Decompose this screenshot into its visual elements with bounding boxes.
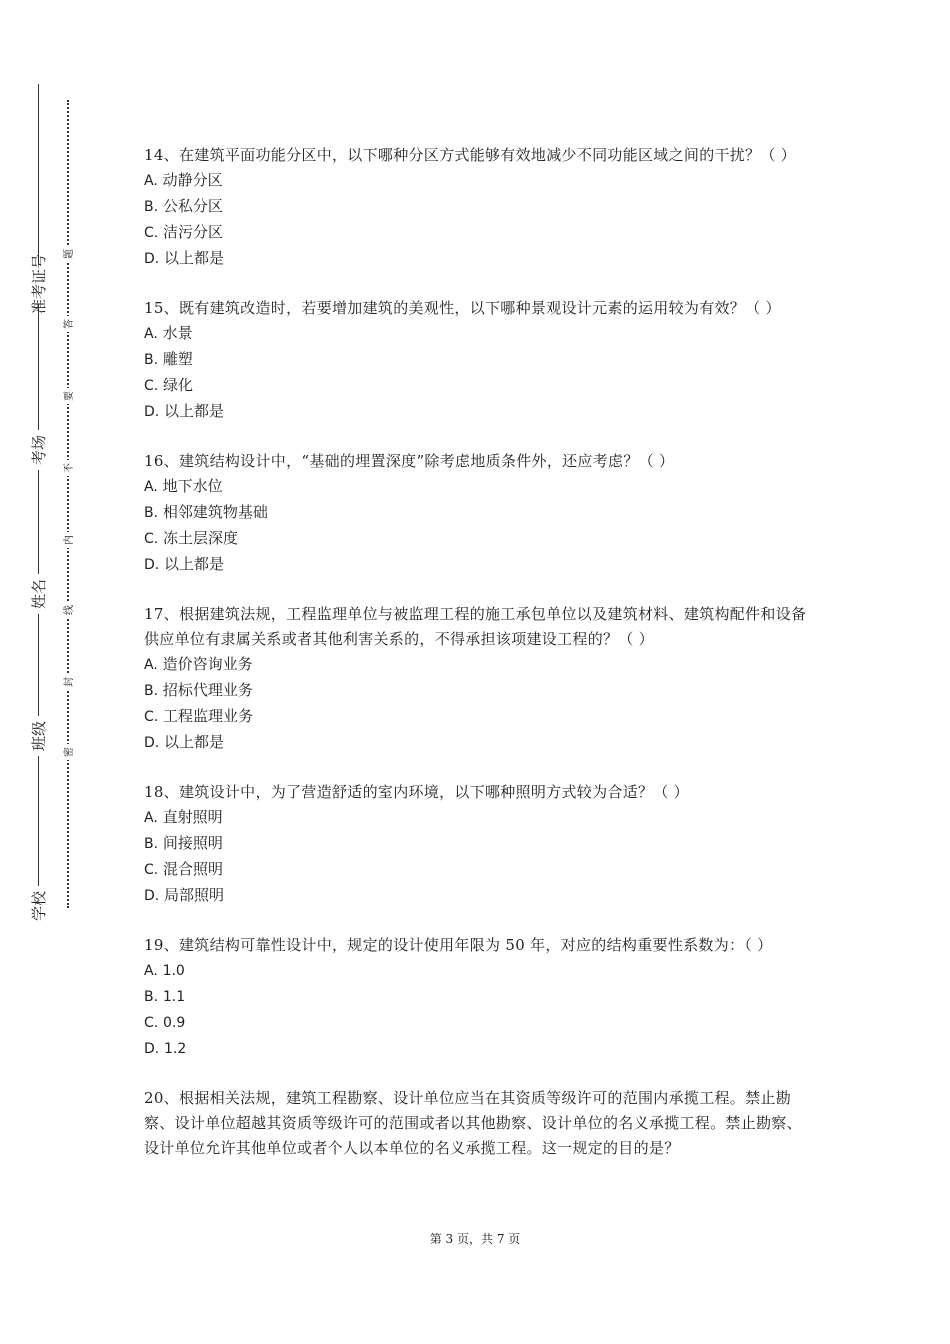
option-letter: C. bbox=[144, 709, 159, 725]
question-18 bbox=[144, 780, 814, 909]
option-text: 冻土层深度 bbox=[163, 529, 239, 547]
option-a[interactable] bbox=[144, 652, 814, 678]
option-letter: C. bbox=[144, 531, 159, 547]
option-text: 造价咨询业务 bbox=[162, 655, 253, 673]
option-letter: A. bbox=[144, 326, 158, 342]
option-text: 以上都是 bbox=[164, 733, 225, 751]
seal-char-bu: 不 bbox=[59, 460, 75, 476]
seal-char-ti: 题 bbox=[59, 246, 75, 262]
option-text: 1.1 bbox=[162, 989, 186, 1005]
option-letter: C. bbox=[144, 378, 159, 394]
option-b[interactable] bbox=[144, 678, 814, 704]
option-letter: A. bbox=[144, 657, 158, 673]
option-d[interactable] bbox=[144, 552, 814, 578]
question-text: 16、建筑结构设计中，“基础的埋置深度”除考虑地质条件外，还应考虑？（ ） bbox=[144, 452, 675, 470]
option-a[interactable] bbox=[144, 474, 814, 500]
option-d[interactable] bbox=[144, 1036, 814, 1062]
option-letter: B. bbox=[144, 352, 159, 368]
class-label: 班级 bbox=[18, 716, 58, 756]
option-text: 1.2 bbox=[164, 1041, 187, 1057]
option-text: 0.9 bbox=[163, 1015, 186, 1031]
option-text: 地下水位 bbox=[162, 477, 223, 495]
option-letter: B. bbox=[144, 199, 159, 215]
option-letter: C. bbox=[144, 862, 159, 878]
option-text: 以上都是 bbox=[164, 402, 225, 420]
option-b[interactable] bbox=[144, 984, 814, 1010]
option-letter: B. bbox=[144, 505, 159, 521]
option-d[interactable] bbox=[144, 730, 814, 756]
option-letter: A. bbox=[144, 963, 158, 979]
option-letter: D. bbox=[144, 1041, 160, 1057]
option-c[interactable] bbox=[144, 704, 814, 730]
school-label: 学校 bbox=[18, 886, 58, 926]
option-letter: D. bbox=[144, 251, 160, 267]
option-text: 雕塑 bbox=[162, 350, 193, 368]
question-text: 15、既有建筑改造时，若要增加建筑的美观性，以下哪种景观设计元素的运用较为有效？（ ） bbox=[144, 299, 781, 317]
option-text: 动静分区 bbox=[162, 171, 223, 189]
option-letter: D. bbox=[144, 557, 160, 573]
question-text: 14、在建筑平面功能分区中，以下哪种分区方式能够有效地减少不同功能区域之间的干扰？（ ） bbox=[144, 146, 797, 164]
question-20 bbox=[144, 1086, 814, 1161]
question-list bbox=[144, 143, 814, 1185]
exam-number-label: 准考证号 bbox=[18, 264, 58, 304]
option-letter: A. bbox=[144, 479, 158, 495]
question-17 bbox=[144, 602, 814, 756]
option-d[interactable] bbox=[144, 399, 814, 425]
option-a[interactable] bbox=[144, 805, 814, 831]
option-text: 洁污分区 bbox=[163, 223, 224, 241]
option-text: 混合照明 bbox=[163, 860, 224, 878]
exam-room-label: 考场 bbox=[18, 430, 58, 470]
question-15 bbox=[144, 296, 814, 425]
binding-solid-line bbox=[38, 84, 39, 924]
question-text: 19、建筑结构可靠性设计中，规定的设计使用年限为 50 年，对应的结构重要性系数为：（ ） bbox=[144, 936, 773, 954]
option-text: 工程监理业务 bbox=[163, 707, 254, 725]
page-number: 第 3 页，共 7 页 bbox=[429, 1232, 521, 1246]
option-text: 1.0 bbox=[162, 963, 185, 979]
option-b[interactable] bbox=[144, 347, 814, 373]
question-14 bbox=[144, 143, 814, 272]
option-letter: D. bbox=[144, 404, 160, 420]
option-a[interactable] bbox=[144, 321, 814, 347]
option-letter: B. bbox=[144, 836, 159, 852]
option-b[interactable] bbox=[144, 500, 814, 526]
question-text: 17、根据建筑法规，工程监理单位与被监理工程的施工承包单位以及建筑材料、建筑构配件和设备供应单位有隶属关系或者其他利害关系的，不得承担该项建设工程的？（ ） bbox=[144, 605, 807, 648]
seal-char-da: 答 bbox=[59, 316, 75, 332]
seal-char-nei: 内 bbox=[59, 532, 75, 548]
option-c[interactable] bbox=[144, 526, 814, 552]
option-letter: D. bbox=[144, 735, 160, 751]
seal-char-xian: 线 bbox=[59, 602, 75, 618]
option-c[interactable] bbox=[144, 857, 814, 883]
option-b[interactable] bbox=[144, 194, 814, 220]
option-text: 公私分区 bbox=[162, 197, 223, 215]
question-19 bbox=[144, 933, 814, 1062]
seal-char-mi: 密 bbox=[59, 744, 75, 760]
option-d[interactable] bbox=[144, 246, 814, 272]
binding-margin bbox=[0, 0, 90, 1344]
option-c[interactable] bbox=[144, 373, 814, 399]
option-text: 绿化 bbox=[163, 376, 194, 394]
option-b[interactable] bbox=[144, 831, 814, 857]
option-text: 间接照明 bbox=[162, 834, 223, 852]
seal-char-yao: 要 bbox=[59, 388, 75, 404]
option-letter: C. bbox=[144, 225, 159, 241]
option-c[interactable] bbox=[144, 1010, 814, 1036]
option-text: 直射照明 bbox=[162, 808, 223, 826]
option-letter: B. bbox=[144, 989, 159, 1005]
question-16 bbox=[144, 449, 814, 578]
option-text: 水景 bbox=[162, 324, 193, 342]
option-a[interactable] bbox=[144, 958, 814, 984]
name-label: 姓名 bbox=[18, 574, 58, 614]
option-letter: D. bbox=[144, 888, 160, 904]
seal-char-feng: 封 bbox=[59, 674, 75, 690]
option-c[interactable] bbox=[144, 220, 814, 246]
option-text: 局部照明 bbox=[164, 886, 225, 904]
option-text: 以上都是 bbox=[164, 555, 225, 573]
option-letter: A. bbox=[144, 173, 158, 189]
option-d[interactable] bbox=[144, 883, 814, 909]
seal-dotted-line bbox=[67, 100, 69, 908]
option-text: 相邻建筑物基础 bbox=[162, 503, 268, 521]
option-text: 以上都是 bbox=[164, 249, 225, 267]
option-letter: C. bbox=[144, 1015, 159, 1031]
option-letter: A. bbox=[144, 810, 158, 826]
option-text: 招标代理业务 bbox=[162, 681, 253, 699]
option-letter: B. bbox=[144, 683, 159, 699]
question-text: 18、建筑设计中，为了营造舒适的室内环境，以下哪种照明方式较为合适？（ ） bbox=[144, 783, 689, 801]
question-text: 20、根据相关法规，建筑工程勘察、设计单位应当在其资质等级许可的范围内承揽工程。禁止勘察、设计单位超越其资质等级许可的范围或者以其他勘察、设计单位的名义承揽工程。禁止勘察、设计单位允许其他单位或者个人以本单位的名义承揽工程。这一规定的目的是？ bbox=[144, 1089, 802, 1157]
option-a[interactable] bbox=[144, 168, 814, 194]
